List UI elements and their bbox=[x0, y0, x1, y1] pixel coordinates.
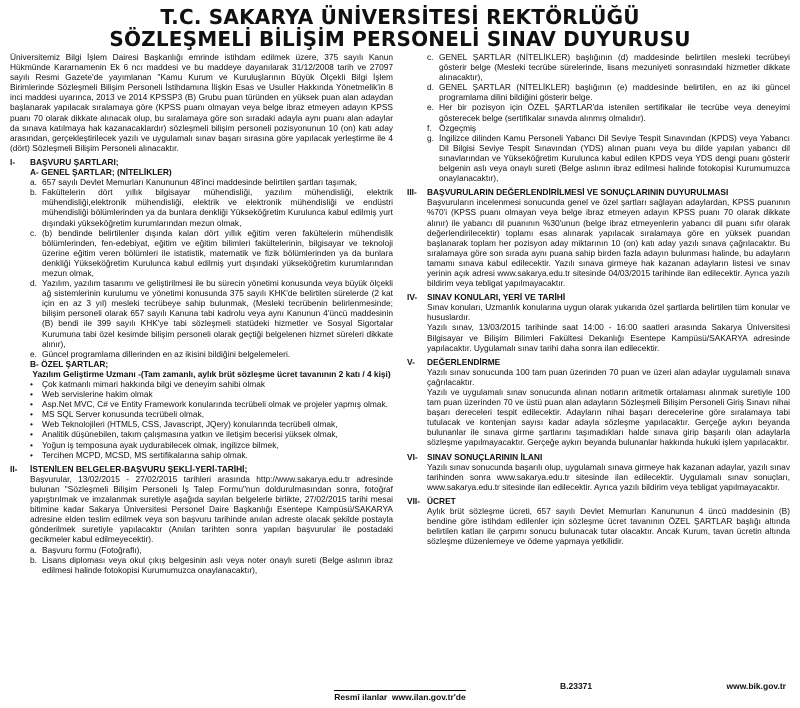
section-1-sub-b: B- ÖZEL ŞARTLAR; bbox=[30, 358, 109, 369]
section-4-text-2: Yazılı sınav, 13/03/2015 tarihinde saat 14:00 - 16:00 saatleri arasında Sakarya Üniversitesi Bilgisayar ve Bilişim Bilimleri Fakültesi Dekanlığı Esentepe Kampüsü/SAKARYA adresinde yapılacaktır. Uygulamalı sınav tarihi daha sonra ilan edilecektir. bbox=[427, 322, 790, 353]
section-3-heading: BAŞVURULARIN DEĞERLENDİRİLMESİ VE SONUÇLARININ DUYURULMASI bbox=[427, 187, 729, 198]
list-item bbox=[30, 228, 393, 278]
footer bbox=[0, 681, 800, 705]
section-5-heading: DEĞERLENDİRME bbox=[427, 356, 501, 367]
list-item bbox=[30, 349, 393, 359]
list-item bbox=[427, 133, 790, 183]
bullet-item bbox=[30, 389, 393, 399]
intro-paragraph: Üniversitemiz Bilgi İşlem Dairesi Başkanlığı emrinde istihdam edilmek üzere, 375 sayılı Kanun Hükmünde Kararnamenin Ek 6 ncı maddesi ve bu maddeye dayanılarak 31/12/2008 tarih ve 27097 sayılı Resmi Gazete'de yayımlanan "Kamu Kurum ve Kuruluşlarının Büyük Ölçekli Bilgi İşlem Birimlerinde Sözleşmeli Bilişim Personeli İstihdamına İlişkin Esas ve Usuller Hakkında Yönetmelik'in 8 inci maddesi uyarınca, 2013 ve 2014 KPSSP3 (B) Grubu puan türünden en yüksek puan alan adaydan başlanarak yapılacak sıralamaya göre (KPSS puanı olmayan veya belge ibraz etmeyen adayın KPSS puanı 70 olarak dikkate alınacak olup, bu sıralamaya göre son sıradaki adayla aynı puanı alan adaylar da sınava katılmaya hak kazanacaklardır) sözleşmeli bilişim personeli pozisyonunun 10 (on) katı aday arasından, gerçekleştirilecek yazılı ve uygulamalı sınav başarı sırasına göre yapılacak yerleştirme ile 4 (dört) Sözleşmeli Bilişim Personeli alınacaktır. bbox=[10, 52, 393, 153]
list-item bbox=[427, 102, 790, 122]
bullet-icon: • bbox=[30, 419, 33, 430]
list-item-label: d. bbox=[427, 82, 434, 93]
right-column bbox=[407, 52, 790, 686]
bullet-item bbox=[30, 440, 393, 450]
bullet-icon: • bbox=[30, 409, 33, 420]
list-item-text: Özgeçmiş bbox=[439, 122, 477, 133]
list-item bbox=[30, 177, 393, 187]
title-line-2: SÖZLEŞMELİ BİLİŞİM PERSONELİ SINAV DUYURUSU bbox=[109, 27, 691, 51]
section-2-continued bbox=[407, 52, 790, 183]
announcement-title bbox=[10, 6, 790, 50]
official-ads-url[interactable]: www.ilan.gov.tr'de bbox=[391, 692, 466, 702]
bullet-icon: • bbox=[30, 379, 33, 389]
section-1-number: I- bbox=[10, 156, 16, 167]
list-item-text: Fakültelerin dört yıllık bilgisayar mühendisliği, yazılım mühendisliği, elektrik mühendisliği,elektronik mühendisliği, elektrik ve elektronik mühendisliği ve endüstri mühendisliği bölümlerinden ya da bunlara denkliği Yükseköğretim Kurulunca kabul edilmiş yurt dışındaki yükseköğretim kurumlarından mezun olmak, bbox=[42, 187, 393, 228]
section-1 bbox=[10, 157, 393, 460]
bullet-icon: • bbox=[30, 389, 33, 400]
official-ads-label: Resmî ilanlar bbox=[334, 692, 388, 702]
official-ads-line bbox=[0, 692, 800, 702]
bullet-item bbox=[30, 399, 393, 409]
section-7-text: Aylık brüt sözleşme ücreti, 657 sayılı Devlet Memurları Kanununun 4 üncü maddesinin (B) bendine göre istihdam edilenler için sözleşme ücret tavanının ÖZEL ŞARTLAR başlığı altında belirtilen katları ile çarpımı sonucu bulunacak tutar olacaktır. Ancak Kurum, tavan ücretin altında sözleşme düzenlemeye ve ödeme yapmaya yetkilidir. bbox=[427, 506, 790, 547]
list-item-text: Her bir pozisyon için ÖZEL ŞARTLAR'da istenilen sertifikalar ile tecrübe veya deneyimi gösterecek belge (sertifikalar sınavda alınmış olmalıdır). bbox=[439, 102, 790, 123]
bullet-text: Tercihen MCPD, MCSD, MS sertifikalarına sahip olmak. bbox=[42, 449, 248, 460]
bullet-icon: • bbox=[30, 439, 33, 450]
list-item bbox=[30, 187, 393, 227]
section-7-heading: ÜCRET bbox=[427, 495, 456, 506]
bik-link[interactable]: www.bik.gov.tr bbox=[726, 681, 786, 691]
list-item-label: c. bbox=[427, 52, 434, 62]
title-line-1: T.C. SAKARYA ÜNİVERSİTESİ REKTÖRLÜĞÜ bbox=[160, 5, 640, 29]
section-1-sub-a: A- GENEL ŞARTLAR; (NİTELİKLER) bbox=[30, 167, 172, 178]
list-item-text: GENEL ŞARTLAR (NİTELİKLER) başlığının (d) maddesinde belirtilen mesleki tecrübeyi gösterir belge (Mesleki tecrübe sürelerinde, lisans mezuniyeti sonrasındaki hizmetler dikkate alınacaktır), bbox=[439, 52, 790, 83]
section-4-heading: SINAV KONULARI, YERİ VE TARİHİ bbox=[427, 292, 566, 303]
list-item-label: e. bbox=[427, 102, 434, 113]
bullet-text: Analitik düşünebilen, takım çalışmasına yatkın ve iletişim becerisi yüksek olmak, bbox=[42, 429, 338, 440]
list-item-label: b. bbox=[30, 187, 37, 198]
section-1-heading: BAŞVURU ŞARTLARI; bbox=[30, 156, 119, 167]
list-item-text: Lisans diploması veya okul çıkış belgesinin aslı veya noter onaylı sureti (Belge aslının ibraz edilmesi halinde fotokopisi Kurumumuzca onaylanacaktır), bbox=[42, 554, 393, 575]
section-5 bbox=[407, 357, 790, 448]
section-5-text-1: Yazılı sınav sonucunda 100 tam puan üzerinden 70 puan ve üzeri alan adaylar uygulamalı sınava çağrılacaktır. bbox=[427, 366, 790, 387]
bullet-text: Web Teknolojileri (HTML5, CSS, Javascript, JQery) konularında tecrübeli olmak, bbox=[42, 419, 338, 430]
list-item-text: 657 sayılı Devlet Memurları Kanununun 48'inci maddesinde belirtilen şartları taşımak, bbox=[42, 177, 358, 188]
section-2-text: Başvurular, 13/02/2015 - 27/02/2015 tarihleri arasında http://www.sakarya.edu.tr adresinde bulunan "Sözleşmeli Bilişim Personeli İş Talep Formu"nun doldurulmasından sonra, fotoğraf yapıştırılmak ve imzalanmak suretiyle aşağıda sayılan belgelerle birlikte, 27/02/2015 tarihi mesai bitimine kadar Sakarya Üniversitesi Personel Daire Başkanlığı Esentepe Kampüsü/SAKARYA adresine elden teslim edilmek veya son başvuru tarihinde anılan adreste olacak şekilde postayla gönderilmek suretiyle yapılacaktır (Anılan tarihten sonra yapılan başvurular ile postadaki gecikmeler kabul edilmeyecektir). bbox=[30, 473, 393, 545]
section-6 bbox=[407, 452, 790, 492]
list-item bbox=[30, 555, 393, 575]
list-item-text: GENEL ŞARTLAR (NİTELİKLER) başlığının (e) maddesinde belirtilen, en az iki güncel programlama dilini bildiğini gösterir belge. bbox=[439, 82, 790, 103]
section-2-number: II- bbox=[10, 463, 18, 474]
list-item-label: e. bbox=[30, 348, 37, 359]
list-item-text: (b) bendinde belirtilenler dışında kalan dört yıllık eğitim veren fakültelerin mühendislik bölümlerinden, fen-edebiyat, eğitim ve eğitim bilimleri fakültelerinin, bilgisayar ve teknoloji üzerine eğitim veren bölümleri ile istatistik, matematik ve fizik bölümlerinden ya da bunlara denkliği Yükseköğretim Kurulunca kabul edilmiş yurt dışındaki yükseköğretim kurumlarından mezun olmak, bbox=[42, 227, 393, 278]
section-7 bbox=[407, 496, 790, 546]
section-6-number: VI- bbox=[407, 451, 418, 462]
section-1-sub-b-intro: Yazılım Geliştirme Uzmanı -(Tam zamanlı, aylık brüt sözleşme ücret tavanının 2 katı / 4 kişi) bbox=[32, 368, 391, 379]
bullet-text: Yoğun iş temposuna ayak uydurabilecek olmak, ingilizce bilmek, bbox=[42, 439, 279, 450]
bullet-item bbox=[30, 379, 393, 389]
list-item-text: Güncel programlama dillerinden en az ikisini bildiğini belgelemeleri. bbox=[42, 348, 291, 359]
section-2 bbox=[10, 464, 393, 575]
bullet-item bbox=[30, 409, 393, 419]
bullet-text: Asp.Net MVC, C# ve Entity Framework konularında tecrübeli olmak ve projeler yapmış olmak. bbox=[42, 399, 388, 410]
bullet-text: MS SQL Server konusunda tecrübeli olmak, bbox=[42, 409, 205, 420]
list-item-label: c. bbox=[30, 227, 37, 238]
section-4-text-1: Sınav konuları, Uzmanlık konularına uygun olarak yukarıda özel şartlarda belirtilen tüm konular ve hususlardır. bbox=[427, 302, 790, 323]
bullet-item bbox=[30, 419, 393, 429]
bullet-icon: • bbox=[30, 449, 33, 460]
bullet-item bbox=[30, 450, 393, 460]
list-item-label: d. bbox=[30, 278, 37, 289]
section-2-heading: İSTENİLEN BELGELER-BAŞVURU ŞEKLİ-YERİ-TARİHİ; bbox=[30, 463, 248, 474]
list-item bbox=[30, 545, 393, 555]
section-4 bbox=[407, 292, 790, 353]
bullet-icon: • bbox=[30, 399, 33, 410]
list-item bbox=[427, 123, 790, 133]
section-5-text-2: Yazılı ve uygulamalı sınav sonucunda alınan notların aritmetik ortalaması alınmak suretiyle 100 tam puan üzerinden 70 ve üstü puan alan adayların Sözleşmeli Bilişim Personeli Giriş Sınavı nihai başarı dereceleri tespit edilecektir. Adayların nihai başarı derecelerine göre sıralamaya tabi tutulacak ve kontenjan sayısı kadar adayla sözleşme yapılacaktır. Gerçeğe aykırı beyanda bulunanlar ile sınava girme şartlarını taşımadıkları halde sınava girip başarılı olan adaylarla sözleşme yapılmayacaktır. Gerçeğe aykırı beyanda bulunanlar hakkında hukuki işlem yapılacaktır. bbox=[427, 387, 790, 448]
bullet-icon: • bbox=[30, 429, 33, 440]
list-item bbox=[427, 82, 790, 102]
section-7-number: VII- bbox=[407, 495, 420, 506]
section-3 bbox=[407, 187, 790, 288]
ad-code: B.23371 bbox=[560, 681, 593, 691]
list-item bbox=[30, 278, 393, 349]
bullet-item bbox=[30, 429, 393, 439]
section-3-number: III- bbox=[407, 187, 417, 198]
section-5-number: V- bbox=[407, 356, 415, 367]
content-columns bbox=[10, 52, 790, 686]
list-item-text: Başvuru formu (Fotoğraflı), bbox=[42, 544, 142, 555]
list-item-label: f. bbox=[427, 122, 432, 133]
list-item bbox=[427, 52, 790, 82]
bullet-text: Web servislerine hakim olmak bbox=[42, 389, 153, 400]
bullet-text: Çok katmanlı mimari hakkında bilgi ve deneyim sahibi olmak bbox=[42, 379, 266, 389]
section-6-heading: SINAV SONUÇLARININ İLANI bbox=[427, 451, 543, 462]
list-item-text: İngilizce dilinden Kamu Personeli Yabancı Dil Seviye Tespit Sınavından (KPDS) veya Yabancı Dil Bilgisi Seviye Tespit Sınavından (YDS) alınan puanı veya bu dilde yapılan yabancı dil sınavlarından ve Yükseköğretim Kurulunca kabul edilen KPDS veya YDS dengi puanı gösterir belgenin aslı veya onaylı sureti (Belge aslının ibraz edilmesi halinde fotokopisi Kurumumuzca onaylanacaktır), bbox=[439, 132, 790, 184]
section-6-text: Yazılı sınav sonucunda başarılı olup, uygulamalı sınava girmeye hak kazanan adaylar, yazılı sınav tarihinden sonra www.sakarya.edu.tr sitesinde ilan edilecektir. Uygulamalı sınav sonuçları, www.sakarya.edu.tr sitesinde ilan edilecektir. Ayrıca yazılı bildirim veya tebligat yapılmayacaktır. bbox=[427, 461, 790, 492]
list-item-label: b. bbox=[30, 554, 37, 565]
list-item-label: a. bbox=[30, 544, 37, 555]
section-3-text: Başvuruların incelenmesi sonucunda genel ve özel şartları sağlayan adaylardan, KPSS puanının %70'i (KPSS puanı olmayan veya belge ibraz etmeyen adayın KPSS puanı 70 olarak dikkate alınır) ile yabancı dil puanının %30'unun (belge ibraz etmeyenlerin yabancı dil puanı sıfır olarak değerlendirilecektir) toplamı esas alınarak yapılacak sıralamaya göre en yüksek puandan başlanarak toplam her pozisyon aday miktarının 10 (on) katı aday yazılı sınava çağrılacaktır. Bu sıralamaya göre son sırada aynı puana sahip birden fazla adayın bulunması halinde, bu adayların tamamı sınava kabul edilecektir. Yazılı sınava girmeye hak kazanan adayların listesi ve sınav yerinin açık adresi www.sakarya.edu.tr sitesinde 04/03/2015 tarihinde ilan edilecektir. Ayrıca yazılı bildirim veya tebligat yapılmayacaktır. bbox=[427, 197, 790, 289]
list-item-label: a. bbox=[30, 177, 37, 188]
list-item-text: Yazılım, yazılım tasarımı ve geliştirilmesi ile bu sürecin yönetimi konusunda veya büyük ölçekli ağ sistemlerinin kurulumu ve yönetimi konusunda 375 sayılı KHK'de belirtilen sürelerde (2 kat için en az 3 yıl) mesleki tecrübeye sahip bulunmak, (Mesleki tecrübenin belirlenmesinde; bilişim personeli olarak 657 sayılı Kanuna tabi kadrolu veya aynı Kanunun 4'üncü maddesinin (B) bendi ile 399 sayılı KHK'ye tabi sözleşmeli statüdeki hizmetler ve Sosyal Sigortalar Kurumuna tabi özel kesimde bilişim personeli olarak geçtiği belgelenen hizmet süreleri dikkate alınır), bbox=[42, 278, 393, 349]
list-item-label: g. bbox=[427, 132, 434, 143]
left-column bbox=[10, 52, 393, 686]
section-4-number: IV- bbox=[407, 292, 418, 303]
